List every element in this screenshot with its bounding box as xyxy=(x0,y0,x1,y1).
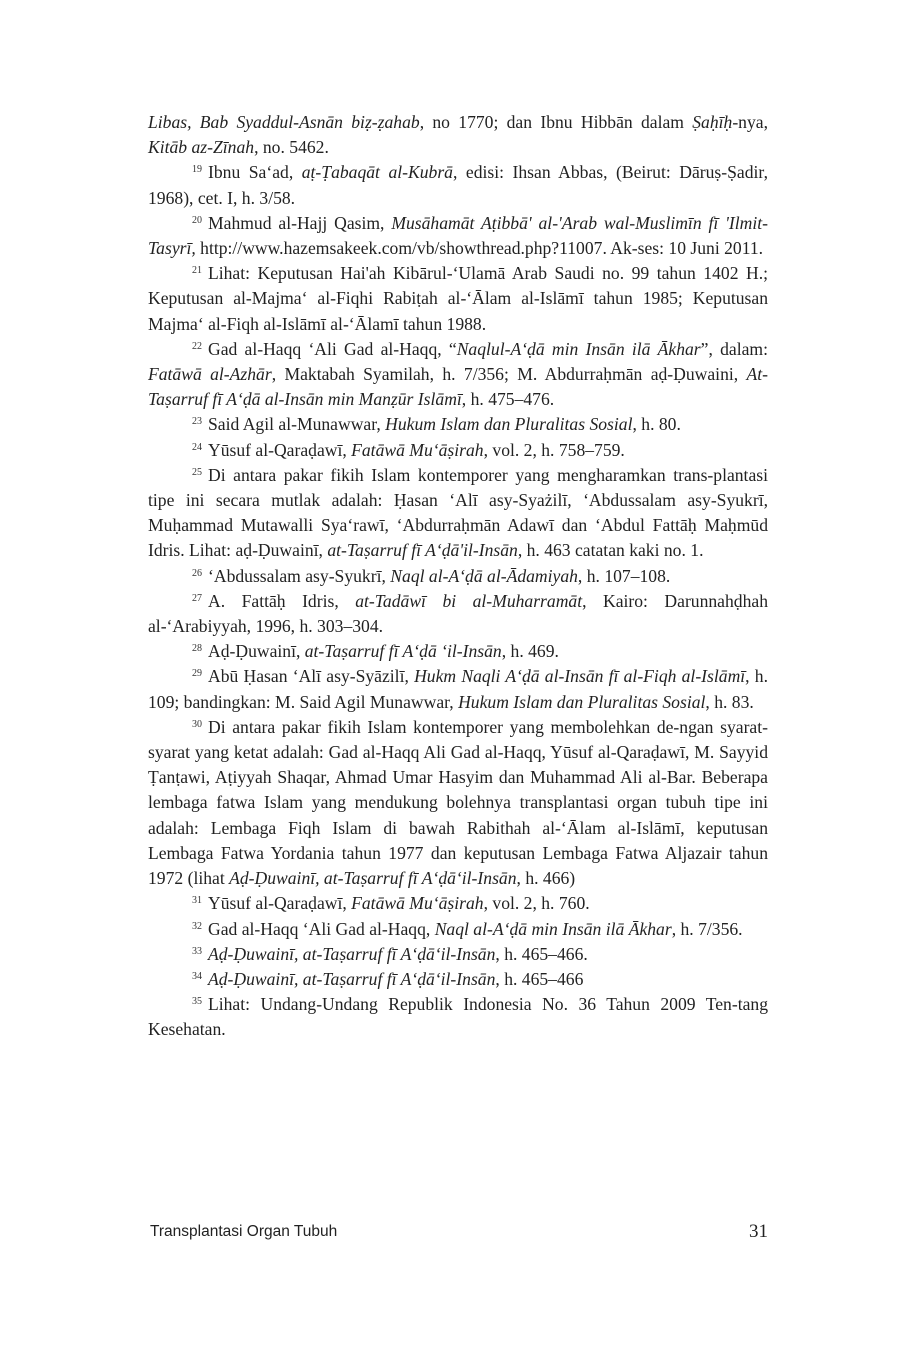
footnote-text: Aḍ-Ḍuwainī, at-Taṣarruf fī A‘ḍā‘il-Insān, h. 465–466 xyxy=(208,968,584,989)
footnote-text: Gad al-Haqq ‘Ali Gad al-Haqq, Naql al-A‘ḍā min Insān ilā Ākhar, h. 7/356. xyxy=(208,918,743,939)
footnote-text: Yūsuf al-Qaraḍawī, Fatāwā Mu‘āṣirah, vol. 2, h. 758–759. xyxy=(208,439,625,460)
footnote-continued xyxy=(148,110,768,160)
footnote-text: Di antara pakar fikih Islam kontemporer yang membolehkan de-ngan syarat-syarat yang ketat adalah: Gad al-Haqq Ali Gad al-Haqq, Yūsuf al-Qaraḍawī, M. Sayyid Ṭanṭawi, Aṭiyyah Shaqar, Ahmad Umar Hasyim dan Muhammad Ali al-Bar. Beberapa lembaga fatwa Islam yang mendukung bolehnya transplantasi organ tubuh tipe ini adalah: Lembaga Fiqh Islam di bawah Rabithah al-‘Ālam al-Islāmī, keputusan Lembaga Fatwa Yordania tahun 1977 dan keputusan Lembaga Fatwa Aljazair tahun 1972 (lihat Aḍ-Ḍuwainī, at-Taṣarruf fī A‘ḍā‘il-Insān, h. 466) xyxy=(148,716,768,889)
footnote-text: Aḍ-Ḍuwainī, at-Taṣarruf fī A‘ḍā ‘il-Insān, h. 469. xyxy=(208,641,559,662)
footnote-number: 30 xyxy=(192,718,202,730)
footnote-32 xyxy=(148,917,768,942)
footnote-text: Di antara pakar fikih Islam kontemporer yang mengharamkan trans-plantasi tipe ini secara mutlak adalah: Ḥasan ‘Alī asy-Syażilī, ‘Abdussalam asy-Syukrī, Muḥammad Mutawalli Sya‘rawī, ‘Abdurraḥmān Adawī dan ‘Abdul Fattāḥ Maḥmūd Idris. Lihat: aḍ-Ḍuwainī, at-Taṣarruf fī A‘ḍā'il-Insān, h. 463 catatan kaki no. 1. xyxy=(148,464,768,561)
footnote-text: Said Agil al-Munawwar, Hukum Islam dan Pluralitas Sosial, h. 80. xyxy=(208,414,681,435)
footnote-number: 22 xyxy=(192,340,202,352)
running-title: Transplantasi Organ Tubuh xyxy=(150,1223,338,1240)
footnote-number: 20 xyxy=(192,214,202,226)
footnote-number: 33 xyxy=(192,945,202,957)
footnote-31 xyxy=(148,891,768,916)
footnote-24 xyxy=(148,438,768,463)
footnote-number: 19 xyxy=(192,164,202,176)
footnote-number: 23 xyxy=(192,416,202,428)
footnote-number: 34 xyxy=(192,970,202,982)
footnote-22 xyxy=(148,337,768,413)
footnote-27 xyxy=(148,589,768,639)
footnote-29 xyxy=(148,664,768,714)
footnote-21 xyxy=(148,261,768,337)
footnote-33 xyxy=(148,942,768,967)
footnote-number: 26 xyxy=(192,567,202,579)
page-footer xyxy=(148,1220,768,1250)
footnote-number: 27 xyxy=(192,592,202,604)
footnote-number: 28 xyxy=(192,643,202,655)
footnote-text: Lihat: Keputusan Hai'ah Kibārul-‘Ulamā Arab Saudi no. 99 tahun 1402 H.; Keputusan al-Majma‘ al-Fiqhi Rabiṭah al-‘Ālam al-Islāmī tahun 1985; Keputusan Majma‘ al-Fiqh al-Islāmī al-‘Ālamī tahun 1988. xyxy=(148,263,768,334)
footnote-number: 35 xyxy=(192,996,202,1008)
footnote-35 xyxy=(148,992,768,1042)
footnote-25 xyxy=(148,463,768,564)
footnote-26 xyxy=(148,564,768,589)
footnote-19 xyxy=(148,160,768,210)
footnote-text: Aḍ-Ḍuwainī, at-Taṣarruf fī A‘ḍā‘il-Insān, h. 465–466. xyxy=(208,943,588,964)
footnote-text: Gad al-Haqq ‘Ali Gad al-Haqq, “Naqlul-A‘ḍā min Insān ilā Ākhar”, dalam: Fatāwā al-Azhār, Maktabah Syamilah, h. 7/356; M. Abdurraḥmān aḍ-Ḍuwaini, At-Taṣarruf fī A‘ḍā al-Insān min Manẓūr Islāmī, h. 475–476. xyxy=(148,338,768,410)
footnote-30 xyxy=(148,715,768,891)
footnote-text: Lihat: Undang-Undang Republik Indonesia No. 36 Tahun 2009 Ten-tang Kesehatan. xyxy=(148,994,768,1040)
footnote-text: Yūsuf al-Qaraḍawī, Fatāwā Mu‘āṣirah, vol. 2, h. 760. xyxy=(208,893,590,914)
footnote-number: 25 xyxy=(192,466,202,478)
footnotes-block xyxy=(148,110,768,1043)
footnote-28 xyxy=(148,639,768,664)
footnote-text: ‘Abdussalam asy-Syukrī, Naql al-A‘ḍā al-Ādamiyah, h. 107–108. xyxy=(208,565,671,586)
footnote-text: Libas, Bab Syaddul-Asnān biẓ-ẓahab, no 1770; dan Ibnu Hibbān dalam Ṣaḥīḥ-nya, Kitāb az-Zīnah, no. 5462. xyxy=(148,112,768,158)
footnote-20 xyxy=(148,211,768,261)
footnote-number: 31 xyxy=(192,895,202,907)
page-number: 31 xyxy=(749,1221,768,1242)
footnote-number: 29 xyxy=(192,668,202,680)
footnote-text: Ibnu Sa‘ad, aṭ-Ṭabaqāt al-Kubrā, edisi: Ihsan Abbas, (Beirut: Dāruṣ-Ṣadir, 1968), cet. I, h. 3/58. xyxy=(148,162,768,208)
footnote-text: Mahmud al-Hajj Qasim, Musāhamāt Aṭibbā' al-'Arab wal-Muslimīn fī 'Ilmit-Tasyrī, http://www.hazemsakeek.com/vb/showthread.php?11007. Ak-ses: 10 Juni 2011. xyxy=(148,212,768,259)
footnote-number: 32 xyxy=(192,920,202,932)
footnote-23 xyxy=(148,412,768,437)
footnote-text: A. Fattāḥ Idris, at-Tadāwī bi al-Muharramāt, Kairo: Darunnahḍhah al-‘Arabiyyah, 1996, h. 303–304. xyxy=(148,590,768,637)
footnote-number: 21 xyxy=(192,265,202,277)
footnote-34 xyxy=(148,967,768,992)
footnote-number: 24 xyxy=(192,441,202,453)
footnote-text: Abū Ḥasan ‘Alī asy-Syāzilī, Hukm Naqli A‘ḍā al-Insān fī al-Fiqh al-Islāmī, h. 109; bandingkan: M. Said Agil Munawwar, Hukum Islam dan Pluralitas Sosial, h. 83. xyxy=(148,666,768,712)
